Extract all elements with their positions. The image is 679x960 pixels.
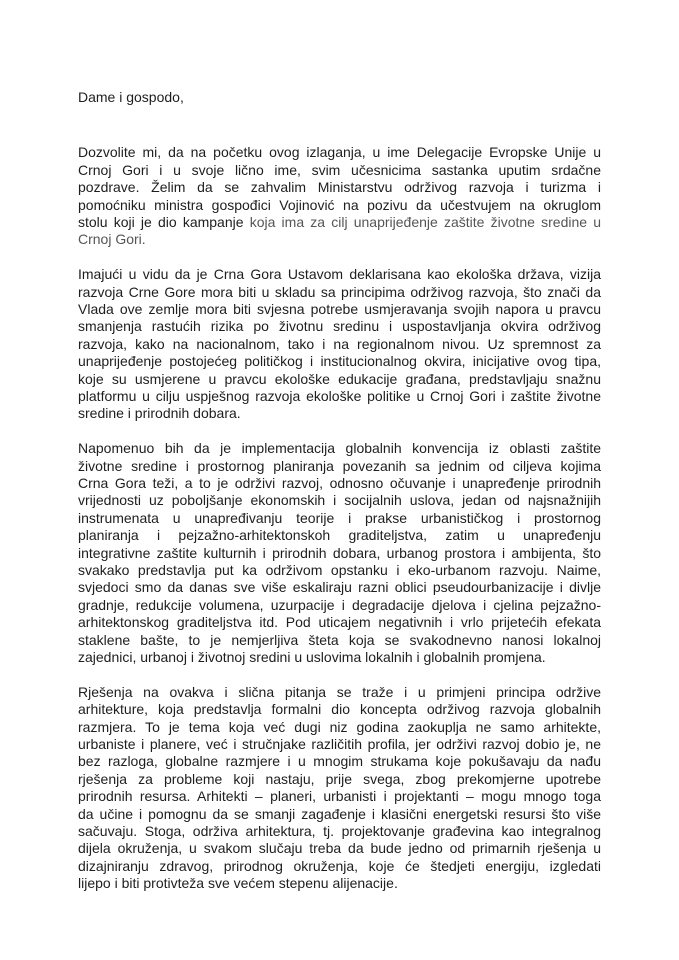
- text-segment: prirodnih resursa. Arhitekti – planeri, urbanisti i projektanti – mogu mnogo toga: [78, 788, 601, 805]
- document-page: [78, 89, 601, 910]
- text-line: [78, 231, 601, 248]
- text-segment: sačuvaju. Stoga, održiva arhitektura, tj. projektovanje građevina kao integralnog: [78, 822, 601, 839]
- text-segment: platformu u cilju uspješnog razvoja ekološke politike u Crnoj Gori i zaštite životne: [78, 387, 601, 404]
- text-segment: gradnje, redukcije volumena, uzurpacije i degradacije djelova i cjelina pejzažno-: [78, 596, 601, 613]
- text-line: [78, 753, 601, 770]
- text-line: [78, 771, 601, 788]
- text-line: [78, 806, 601, 823]
- text-line: [78, 858, 601, 875]
- document-body: [78, 144, 601, 892]
- text-segment: Imajući u vidu da je Crna Gora Ustavom deklarisana kao ekološka država, vizija: [78, 266, 601, 283]
- text-line: [78, 719, 601, 736]
- greeting: Dame i gospodo,: [78, 89, 184, 105]
- text-line: [78, 301, 601, 318]
- highlighted-text: koja ima za cilj unaprijeđenje zaštite životne sredine u: [249, 213, 601, 230]
- text-segment: Rješenja na ovakva i slična pitanja se traže i u primjeni principa održive: [78, 683, 601, 700]
- text-segment: planiranja i pejzažno-arhitektonskoh graditeljstva, zatim u unapređenju: [78, 527, 601, 544]
- text-segment: pomoćniku ministra gospođici Vojinović na pozivu da učestvujem na okruglom: [78, 196, 601, 213]
- text-segment: zajednici, urbanoj i životnoj sredini u uslovima lokalnih i globalnih promjena.: [78, 648, 546, 665]
- text-segment: Dozvolite mi, da na početku ovog izlaganja, u ime Delegacije Evropske Unije u: [78, 144, 601, 161]
- text-segment: staklene bašte, to je nemjerljiva šteta koja se svakodnevno nanosi lokalnoj: [78, 631, 601, 648]
- paragraph: [78, 144, 601, 248]
- text-line: [78, 197, 601, 214]
- text-line: [78, 545, 601, 562]
- text-line: [78, 284, 601, 301]
- text-line: [78, 840, 601, 857]
- text-segment: urbaniste i planere, već i stručnjake različitih profila, jer održivi razvoj dobio je, ne: [78, 736, 601, 753]
- text-line: [78, 597, 601, 614]
- text-segment: razvoja Crne Gore mora biti u skladu sa principima održivog razvoja, što znači da: [78, 283, 601, 300]
- text-line: [78, 632, 601, 649]
- text-line: [78, 510, 601, 527]
- text-line: [78, 144, 601, 161]
- text-segment: Crna Gora teži, a to je održivi razvoj, odnosno očuvanje i unapređenje prirodnih: [78, 475, 601, 492]
- highlighted-text: Crnoj Gori.: [78, 231, 146, 248]
- text-segment: integrativne zaštite kulturnih i prirodnih dobara, urbanog prostora i ambijenta, što: [78, 544, 601, 561]
- text-line: [78, 579, 601, 596]
- text-segment: dizajniranju zdravog, prirodnog okruženja, koje će štedjeti energiju, izgledati: [78, 857, 601, 874]
- text-line: [78, 214, 601, 231]
- text-line: [78, 788, 601, 805]
- text-line: [78, 458, 601, 475]
- text-segment: koje su usmjerene u pravcu ekološke edukacije građana, predstavljaju snažnu: [78, 370, 601, 387]
- text-segment: Vlada ove zemlje mora biti svjesna potrebe usmjeravanja svojih napora u pravcu: [78, 301, 601, 318]
- paragraph: [78, 440, 601, 666]
- paragraph: [78, 684, 601, 893]
- text-line: [78, 823, 601, 840]
- text-segment: svakako predstavlja put ka održivom opstanku i eko-urbanom razvoju. Naime,: [78, 562, 601, 578]
- text-line: [78, 649, 601, 666]
- text-segment: sredine i prirodnih dobara.: [78, 405, 241, 422]
- text-segment: lijepo i biti protivteža sve većem stepenu alijenacije.: [78, 875, 398, 892]
- text-segment: Napomenuo bih da je implementacija globalnih konvencija iz oblasti zaštite: [78, 440, 601, 457]
- text-line: [78, 388, 601, 405]
- text-segment: smanjenja rastućih rizika po životnu sredinu i uspostavljanja okvira održivog: [78, 318, 601, 335]
- text-line: [78, 405, 601, 422]
- text-segment: svjedoci smo da danas sve više eskaliraju razni oblici pseudourbanizacije i divlje: [78, 579, 601, 596]
- text-line: [78, 475, 601, 492]
- text-segment: arhitektonskog graditeljstva itd. Pod uticajem negativnih i vrlo prijetećih efekata: [78, 614, 601, 631]
- text-segment: Crnoj Gori i u svoje lično ime, svim učesnicima sastanka uputim srdačne: [78, 161, 601, 178]
- text-segment: vrijednosti uz poboljšanje ekonomskih i socijalnih uslova, jedan od najsnažnijih: [78, 492, 601, 509]
- text-segment: razmjera. To je tema koja već dugi niz godina zaokuplja ne samo arhitekte,: [78, 718, 601, 735]
- text-line: [78, 318, 601, 335]
- text-line: [78, 736, 601, 753]
- text-segment: pozdrave. Želim da se zahvalim Ministarstvu održivog razvoja i turizma i: [78, 179, 601, 196]
- paragraph: [78, 266, 601, 423]
- text-segment: instrumenata u unapređivanju teorije i prakse urbanističkog i prostornog: [78, 509, 601, 526]
- text-line: [78, 701, 601, 718]
- text-segment: životne sredine i prostornog planiranja povezanih sa jednim od ciljeva kojima: [78, 457, 601, 474]
- text-segment: razvoja, kako na nacionalnom, tako i na regionalnom nivou. Uz spremnost za: [78, 335, 601, 352]
- text-segment: unaprijeđenje postojećeg političkog i institucionalnog okvira, inicijative ovog tipa,: [78, 353, 601, 370]
- text-line: [78, 492, 601, 509]
- text-segment: arhitekture, koja predstavlja formalni dio koncepta održivog razvoja globalnih: [78, 701, 601, 718]
- text-line: [78, 266, 601, 283]
- text-line: [78, 527, 601, 544]
- text-line: [78, 440, 601, 457]
- text-segment: dijela okruženja, u svakom slučaju treba da bude jedno od primarnih rješenja u: [78, 840, 601, 857]
- text-line: [78, 614, 601, 631]
- text-segment: bez razloga, globalne razmjere i u mnogim strukama koje pokušavaju da nađu: [78, 753, 601, 770]
- text-line: [78, 353, 601, 370]
- text-line: [78, 684, 601, 701]
- text-segment: stolu koji je dio kampanje: [78, 213, 250, 230]
- text-segment: rješenja za probleme koji nastaju, prije svega, zbog prekomjerne upotrebe: [78, 770, 601, 787]
- text-segment: da učine i pomognu da se smanji zagađenje i klasični energetski resursi što više: [78, 805, 601, 822]
- text-line: [78, 162, 601, 179]
- text-line: [78, 371, 601, 388]
- text-line: [78, 179, 601, 196]
- text-line: [78, 875, 601, 892]
- text-line: [78, 562, 601, 579]
- text-line: [78, 336, 601, 353]
